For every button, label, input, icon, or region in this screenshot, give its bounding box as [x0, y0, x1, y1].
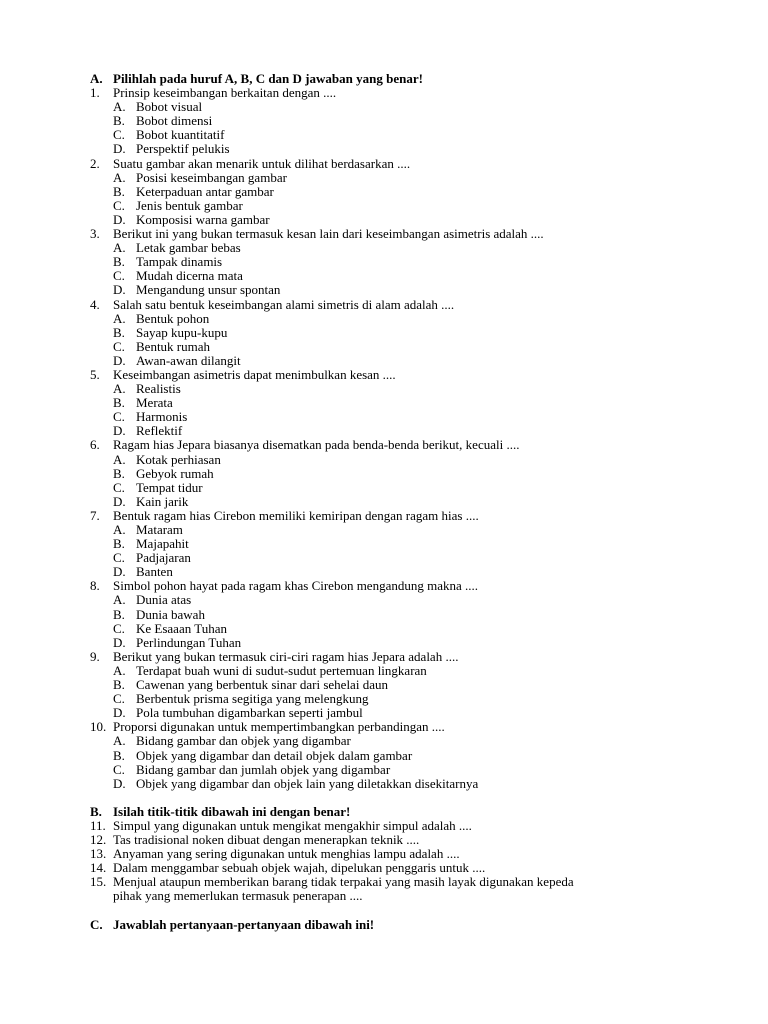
- answer-option: [0, 382, 768, 396]
- question-number: 13.: [90, 846, 107, 862]
- answer-option: [0, 523, 768, 537]
- question-text: Bentuk ragam hias Cirebon memiliki kemiripan dengan ragam hias ....: [113, 507, 479, 523]
- answer-option: [0, 312, 768, 326]
- option-text: Mengandung unsur spontan: [136, 282, 281, 298]
- option-text: Komposisi warna gambar: [136, 211, 270, 227]
- option-text: Reflektif: [136, 423, 183, 439]
- option-text: Pola tumbuhan digambarkan seperti jambul: [136, 705, 363, 721]
- question-text: Dalam menggambar sebuah objek wajah, dipelukan penggaris untuk ....: [113, 860, 486, 876]
- question-item: [0, 861, 768, 875]
- question-item: [0, 438, 768, 508]
- question-item: [0, 509, 768, 579]
- option-letter: B.: [113, 677, 125, 693]
- question-text: Keseimbangan asimetris dapat menimbulkan kesan ....: [113, 366, 396, 382]
- option-letter: C.: [113, 691, 125, 707]
- question-number: 8.: [90, 578, 100, 594]
- option-letter: D.: [113, 564, 126, 580]
- question-line: [0, 819, 768, 833]
- question-text: Simpul yang digunakan untuk mengikat mengakhir simpul adalah ....: [113, 817, 472, 833]
- question-number: 1.: [90, 85, 100, 101]
- option-text: Posisi keseimbangan gambar: [136, 169, 287, 185]
- option-letter: C.: [113, 409, 125, 425]
- answer-option: [0, 100, 768, 114]
- option-letter: D.: [113, 141, 126, 157]
- answer-option: [0, 114, 768, 128]
- question-line: [0, 579, 768, 593]
- question-item: [0, 579, 768, 649]
- option-letter: D.: [113, 705, 126, 721]
- answer-option: [0, 340, 768, 354]
- option-text: Perspektif pelukis: [136, 141, 230, 157]
- section-letter: B.: [90, 803, 102, 819]
- option-text: Berbentuk prisma segitiga yang melengkung: [136, 691, 369, 707]
- question-text: Berikut ini yang bukan termasuk kesan lain dari keseimbangan asimetris adalah ....: [113, 226, 544, 242]
- answer-option: [0, 565, 768, 579]
- section-letter: C.: [90, 916, 103, 932]
- option-letter: C.: [113, 479, 125, 495]
- option-text: Bidang gambar dan jumlah objek yang digambar: [136, 761, 391, 777]
- question-number: 5.: [90, 366, 100, 382]
- question-item: [0, 227, 768, 297]
- option-text: Bidang gambar dan objek yang digambar: [136, 733, 351, 749]
- section-b: [0, 805, 768, 904]
- answer-option: [0, 664, 768, 678]
- question-number: 6.: [90, 437, 100, 453]
- option-letter: A.: [113, 592, 126, 608]
- answer-option: [0, 692, 768, 706]
- answer-option: [0, 777, 768, 791]
- answer-option: [0, 128, 768, 142]
- option-letter: D.: [113, 775, 126, 791]
- question-text: Ragam hias Jepara biasanya disematkan pada benda-benda berikut, kecuali ....: [113, 437, 520, 453]
- question-line: [0, 650, 768, 664]
- option-text: Tampak dinamis: [136, 254, 223, 270]
- answer-option: [0, 142, 768, 156]
- fill-in-list: [0, 819, 768, 904]
- question-number: 12.: [90, 832, 107, 848]
- option-text: Tempat tidur: [136, 479, 203, 495]
- option-letter: D.: [113, 352, 126, 368]
- question-text: Prinsip keseimbangan berkaitan dengan ....: [113, 85, 337, 101]
- answer-option: [0, 678, 768, 692]
- option-letter: B.: [113, 465, 125, 481]
- option-text: Banten: [136, 564, 173, 580]
- question-line: [0, 833, 768, 847]
- option-text: Letak gambar bebas: [136, 240, 241, 256]
- question-line: [0, 157, 768, 171]
- answer-option: [0, 467, 768, 481]
- option-letter: A.: [113, 662, 126, 678]
- answer-option: [0, 481, 768, 495]
- option-letter: D.: [113, 211, 126, 227]
- option-text: Sayap kupu-kupu: [136, 324, 228, 340]
- option-text: Dunia atas: [136, 592, 192, 608]
- option-letter: B.: [113, 747, 125, 763]
- option-text: Dunia bawah: [136, 606, 205, 622]
- question-line: [0, 720, 768, 734]
- question-text: Suatu gambar akan menarik untuk dilihat berdasarkan ....: [113, 155, 411, 171]
- section-a-heading: [0, 72, 768, 86]
- question-text: Anyaman yang sering digunakan untuk menghias lampu adalah ....: [113, 846, 460, 862]
- option-text: Terdapat buah wuni di sudut-sudut pertemuan lingkaran: [136, 662, 427, 678]
- question-item: [0, 833, 768, 847]
- option-text: Mataram: [136, 522, 183, 537]
- section-title: Pilihlah pada huruf A, B, C dan D jawaban yang benar!: [113, 71, 423, 86]
- option-letter: B.: [113, 606, 125, 622]
- option-letter: D.: [113, 282, 126, 298]
- option-text: Bobot kuantitatif: [136, 127, 225, 143]
- answer-option: [0, 537, 768, 551]
- option-text: Awan-awan dilangit: [136, 352, 241, 368]
- question-line: [0, 861, 768, 875]
- option-letter: C.: [113, 338, 125, 354]
- question-text: Proporsi digunakan untuk mempertimbangkan perbandingan ....: [113, 719, 445, 735]
- option-text: Bobot dimensi: [136, 113, 213, 129]
- option-text: Harmonis: [136, 409, 188, 425]
- question-line: [0, 875, 768, 889]
- section-b-heading: [0, 805, 768, 819]
- answer-option: [0, 396, 768, 410]
- question-item: [0, 86, 768, 156]
- option-text: Objek yang digambar dan objek lain yang diletakkan disekitarnya: [136, 775, 479, 791]
- answer-option: [0, 424, 768, 438]
- answer-option: [0, 199, 768, 213]
- option-letter: B.: [113, 395, 125, 411]
- question-line: [0, 368, 768, 382]
- section-c: [0, 918, 768, 932]
- question-number: 3.: [90, 226, 100, 242]
- question-text: pihak yang memerlukan termasuk penerapan ....: [113, 888, 363, 904]
- question-text: Menjual ataupun memberikan barang tidak terpakai yang masih layak digunakan kepeda: [113, 874, 574, 890]
- question-line: [0, 847, 768, 861]
- question-item: [0, 650, 768, 720]
- answer-option: [0, 551, 768, 565]
- option-letter: A.: [113, 522, 126, 537]
- multiple-choice-list: [0, 86, 768, 791]
- answer-option: [0, 636, 768, 650]
- option-letter: C.: [113, 127, 125, 143]
- option-letter: D.: [113, 423, 126, 439]
- answer-option: [0, 734, 768, 748]
- document-page: [0, 72, 768, 932]
- option-letter: B.: [113, 324, 125, 340]
- option-text: Realistis: [136, 381, 181, 397]
- question-line: [0, 438, 768, 452]
- answer-option: [0, 453, 768, 467]
- option-text: Objek yang digambar dan detail objek dalam gambar: [136, 747, 413, 763]
- option-letter: C.: [113, 268, 125, 284]
- option-letter: A.: [113, 240, 126, 256]
- option-letter: D.: [113, 493, 126, 509]
- question-item: [0, 819, 768, 833]
- option-text: Mudah dicerna mata: [136, 268, 243, 284]
- section-title: Isilah titik-titik dibawah ini dengan benar!: [113, 803, 351, 819]
- option-letter: C.: [113, 620, 125, 636]
- option-letter: A.: [113, 310, 126, 326]
- answer-option: [0, 763, 768, 777]
- option-text: Merata: [136, 395, 173, 411]
- question-line: [0, 298, 768, 312]
- option-letter: B.: [113, 254, 125, 270]
- question-number: 4.: [90, 296, 100, 312]
- option-text: Gebyok rumah: [136, 465, 214, 481]
- answer-option: [0, 241, 768, 255]
- answer-option: [0, 255, 768, 269]
- answer-option: [0, 495, 768, 509]
- question-number: 7.: [90, 507, 100, 523]
- answer-option: [0, 185, 768, 199]
- option-letter: B.: [113, 183, 125, 199]
- answer-option: [0, 593, 768, 607]
- option-letter: A.: [113, 733, 126, 749]
- question-item: [0, 720, 768, 790]
- section-a: [0, 72, 768, 791]
- question-item: [0, 847, 768, 861]
- question-number: 11.: [90, 817, 106, 833]
- option-text: Kotak perhiasan: [136, 451, 221, 467]
- option-letter: A.: [113, 451, 126, 467]
- answer-option: [0, 171, 768, 185]
- option-letter: C.: [113, 761, 125, 777]
- question-number: 10.: [90, 719, 107, 735]
- question-number: 15.: [90, 874, 107, 890]
- option-text: Kain jarik: [136, 493, 189, 509]
- option-letter: D.: [113, 634, 126, 650]
- section-c-heading: [0, 918, 768, 932]
- option-letter: C.: [113, 197, 125, 213]
- question-item: [0, 298, 768, 368]
- option-letter: A.: [113, 99, 126, 115]
- question-line: [0, 86, 768, 100]
- answer-option: [0, 410, 768, 424]
- question-item: [0, 875, 768, 903]
- option-text: Jenis bentuk gambar: [136, 197, 243, 213]
- answer-option: [0, 706, 768, 720]
- answer-option: [0, 326, 768, 340]
- question-text: Simbol pohon hayat pada ragam khas Cirebon mengandung makna ....: [113, 578, 479, 594]
- option-text: Keterpaduan antar gambar: [136, 183, 274, 199]
- option-text: Bobot visual: [136, 99, 203, 115]
- answer-option: [0, 354, 768, 368]
- question-line: [0, 227, 768, 241]
- question-number: 2.: [90, 155, 100, 171]
- answer-option: [0, 749, 768, 763]
- answer-option: [0, 283, 768, 297]
- answer-option: [0, 213, 768, 227]
- option-letter: A.: [113, 381, 126, 397]
- option-text: Perlindungan Tuhan: [136, 634, 242, 650]
- question-text: Tas tradisional noken dibuat dengan menerapkan teknik ....: [113, 832, 420, 848]
- option-text: Cawenan yang berbentuk sinar dari sehelai daun: [136, 677, 388, 693]
- option-text: Bentuk rumah: [136, 338, 211, 354]
- question-item: [0, 368, 768, 438]
- question-item: [0, 157, 768, 227]
- answer-option: [0, 622, 768, 636]
- option-letter: C.: [113, 550, 125, 566]
- option-letter: B.: [113, 113, 125, 129]
- answer-option: [0, 269, 768, 283]
- section-title: Jawablah pertanyaan-pertanyaan dibawah ini!: [113, 916, 375, 932]
- question-line: [0, 889, 768, 903]
- option-letter: A.: [113, 169, 126, 185]
- option-text: Padjajaran: [136, 550, 191, 566]
- question-text: Salah satu bentuk keseimbangan alami simetris di alam adalah ....: [113, 296, 455, 312]
- question-number: 9.: [90, 648, 100, 664]
- question-text: Berikut yang bukan termasuk ciri-ciri ragam hias Jepara adalah ....: [113, 648, 459, 664]
- section-letter: A.: [90, 71, 103, 86]
- question-line: [0, 509, 768, 523]
- option-text: Bentuk pohon: [136, 310, 210, 326]
- option-text: Ke Esaaan Tuhan: [136, 620, 227, 636]
- question-number: 14.: [90, 860, 107, 876]
- answer-option: [0, 608, 768, 622]
- option-text: Majapahit: [136, 536, 189, 552]
- option-letter: B.: [113, 536, 125, 552]
